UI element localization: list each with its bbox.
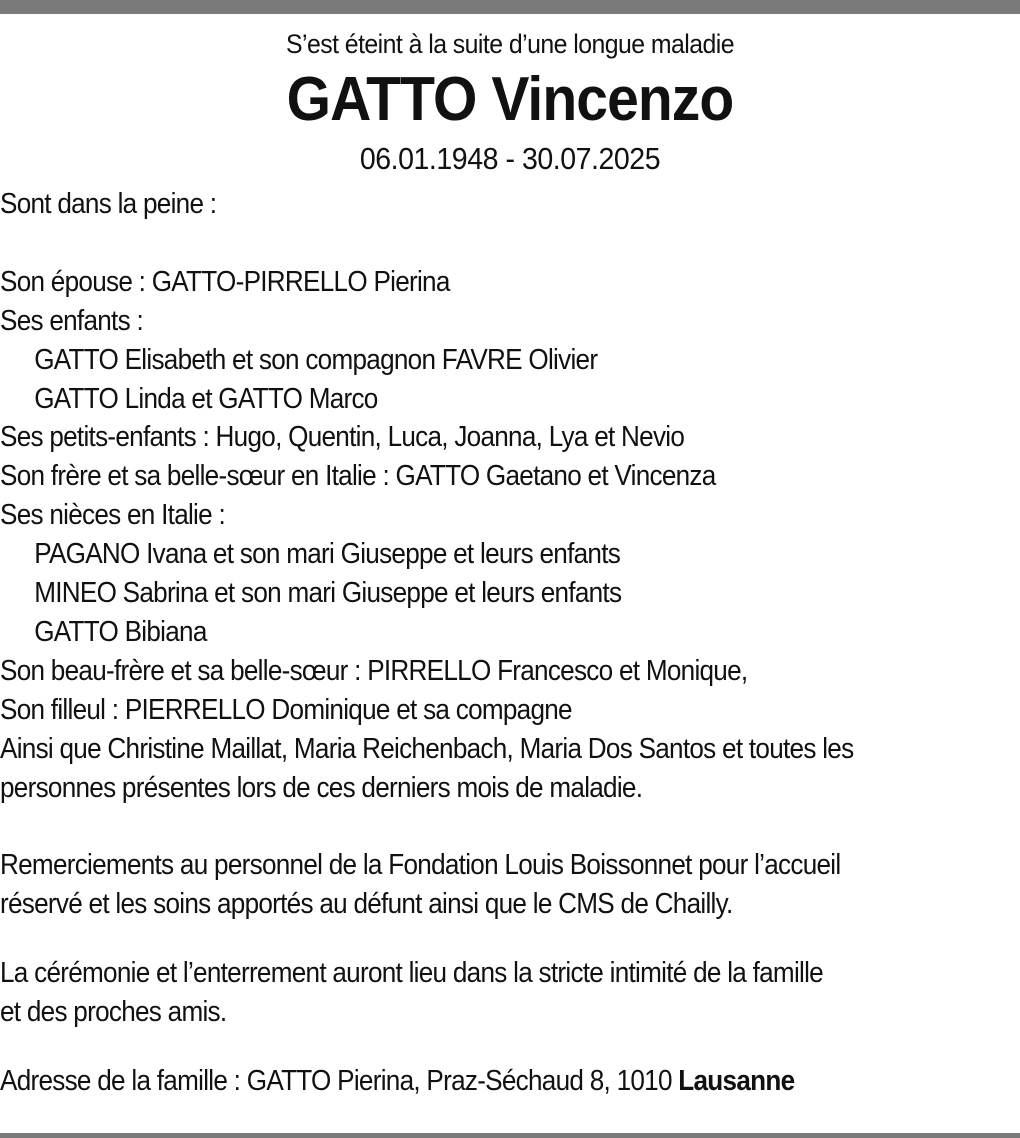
nieces-heading: Ses nièces en Italie : [0,499,225,532]
niece-line: PAGANO Ivana et son mari Giuseppe et leurs enfants [34,538,621,571]
top-rule [0,0,1020,14]
niece-line: GATTO Bibiana [34,615,207,648]
ceremony-line: La cérémonie et l’enterrement auront lieu dans la stricte intimité de la famille [0,957,823,990]
child-line: GATTO Linda et GATTO Marco [34,382,378,415]
bottom-rule [0,1133,1020,1138]
blank-line [0,807,1020,846]
children-heading: Ses enfants : [0,304,143,337]
sibling-line: Son frère et sa belle-sœur en Italie : GATTO Gaetano et Vincenza [0,460,716,493]
grandchildren-line: Ses petits-enfants : Hugo, Quentin, Luca, Joanna, Lya et Nevio [0,421,685,454]
paragraph-gap [0,1032,1020,1062]
mourners-heading: Sont dans la peine : [0,188,217,220]
others-line: Ainsi que Christine Maillat, Maria Reichenbach, Maria Dos Santos et toutes les [0,732,854,765]
address-text: Adresse de la famille : GATTO Pierina, Praz-Séchaud 8, 1010 [0,1065,679,1097]
child-line: GATTO Elisabeth et son compagnon FAVRE Olivier [34,343,598,376]
family-address [0,1062,1020,1101]
spouse-line: Son épouse : GATTO-PIRRELLO Pierina [0,265,450,298]
paragraph-gap [0,924,1020,954]
thanks-line: réservé et les soins apportés au défunt ainsi que le CMS de Chailly. [0,888,733,921]
others-line: personnes présentes lors de ces derniers mois de maladie. [0,771,643,804]
niece-line: MINEO Sabrina et son mari Giuseppe et leurs enfants [34,577,622,610]
intro-line: S’est éteint à la suite d’une longue maladie [285,29,734,59]
notice-body [0,185,1020,1101]
in-laws-line: Son beau-frère et sa belle-sœur : PIRRELLO Francesco et Monique, [0,654,748,687]
address-city: Lausanne [678,1065,795,1097]
thanks-line: Remerciements au personnel de la Fondation Louis Boissonnet pour l’accueil [0,849,841,882]
obituary-notice [0,14,1020,1101]
life-dates: 06.01.1948 - 30.07.2025 [359,141,661,176]
deceased-name: GATTO Vincenzo [286,65,734,134]
ceremony-line: et des proches amis. [0,996,227,1029]
godson-line: Son filleul : PIERRELLO Dominique et sa compagne [0,693,572,726]
blank-line [0,224,1020,263]
